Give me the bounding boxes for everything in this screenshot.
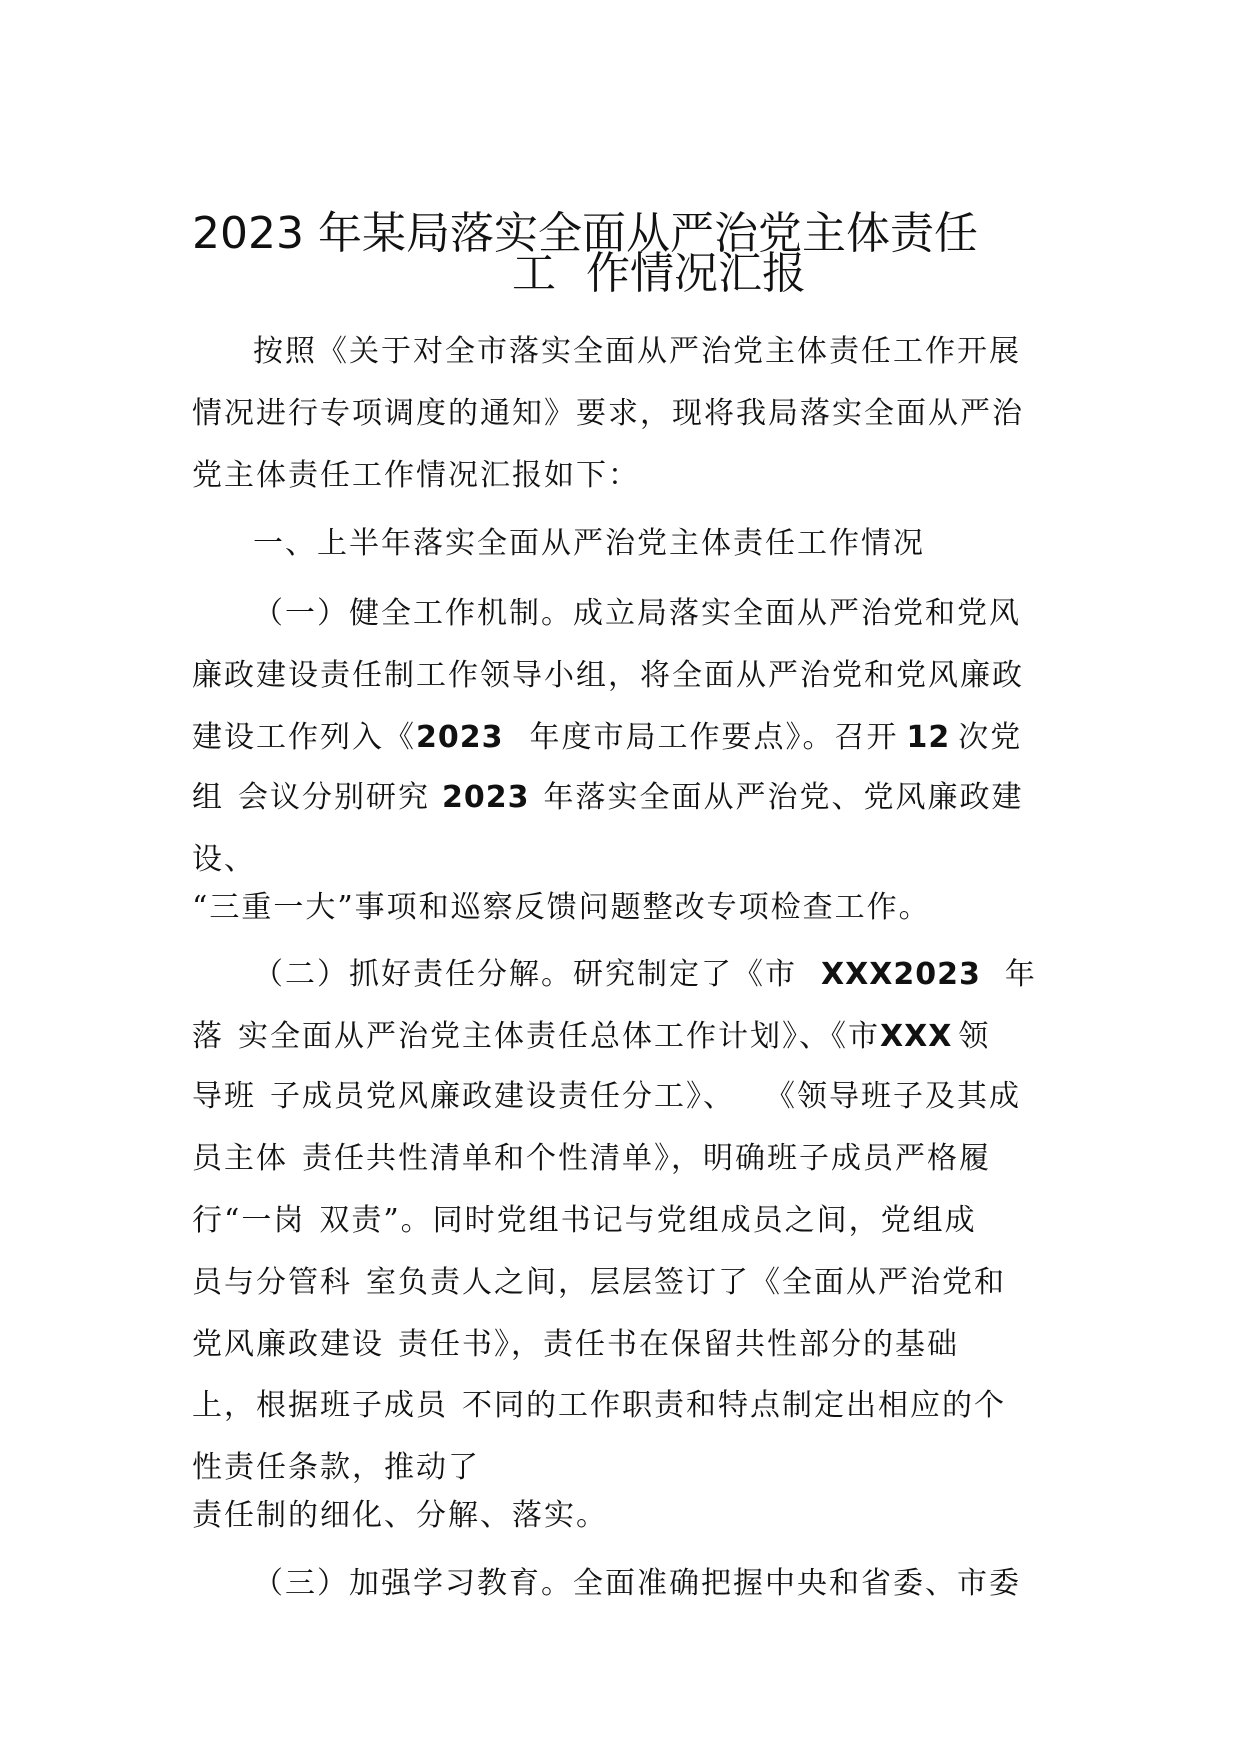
p2-line-6: 员与分管科 室负责人之间，层层签订了《全面从严治党和 [192,1265,1006,1300]
title-line-2-part-a: 工 [512,248,556,299]
p1-line-2: 廉政建设责任制工作领导小组，将全面从严治党和党风廉政 [192,658,1024,693]
p1-line-1: （一）健全工作机制。成立局落实全面从严治党和党风 [253,596,1021,631]
p2-line-5: 行“一岗 双责”。同时党组书记与党组成员之间，党组成 [192,1203,977,1238]
p2-line-2: 落 实全面从严治党主体责任总体工作计划》、《市XXX 领 [192,1019,991,1054]
p2-line-3: 导班 子成员党风廉政建设责任分工》、 《领导班子及其成 [192,1079,1021,1114]
title-line-2-part-b: 作情况汇报 [586,248,806,299]
p3-line-1: （三）加强学习教育。全面准确把握中央和省委、市委 [253,1566,1021,1601]
p2-line-7: 党风廉政建设 责任书》，责任书在保留共性部分的基础 [192,1327,959,1362]
intro-line-3: 党主体责任工作情况汇报如下： [192,458,640,493]
p1-line-4: 组 会议分别研究 2023 年落实全面从严治党、党风廉政建 [192,780,1024,815]
p2-line-10: 责任制的细化、分解、落实。 [192,1498,608,1533]
document-title-line-1: 2023 年某局落实全面从严治党主体责任 [192,208,978,259]
document-title-line-2 [512,248,806,299]
p1-line-3: 建设工作列入《2023 年度市局工作要点》。召开 12 次党 [192,720,1023,755]
p2-line-4: 员主体 责任共性清单和个性清单》，明确班子成员严格履 [192,1141,991,1176]
p2-line-8: 上，根据班子成员 不同的工作职责和特点制定出相应的个 [192,1388,1006,1423]
intro-line-1: 按照《关于对全市落实全面从严治党主体责任工作开展 [253,334,1021,369]
p1-line-5: 设、 [192,842,256,877]
p1-line-6: “三重一大”事项和巡察反馈问题整改专项检查工作。 [192,890,931,925]
p2-line-1: （二）抓好责任分解。研究制定了《市 XXX2023 年 [253,957,1037,992]
p2-line-9: 性责任条款，推动了 [192,1450,480,1485]
intro-line-2: 情况进行专项调度的通知》要求，现将我局落实全面从严治 [192,396,1024,431]
section-1-heading: 一、上半年落实全面从严治党主体责任工作情况 [253,526,925,561]
